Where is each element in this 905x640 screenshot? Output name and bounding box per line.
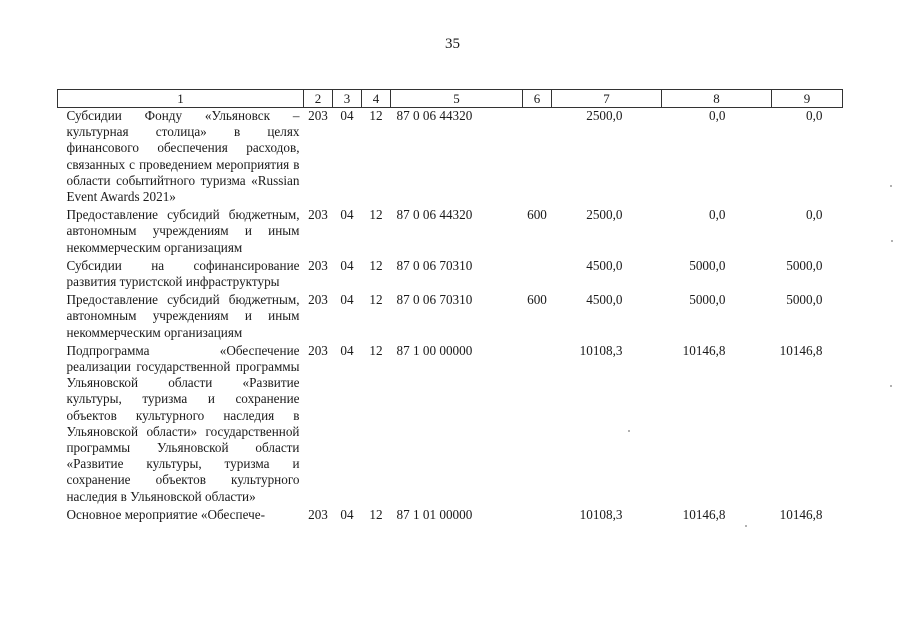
row-amount-col7: 4500,0: [586, 257, 623, 273]
row-code-subsection: 12: [369, 108, 383, 123]
row-amount-col7: 10108,3: [579, 342, 623, 358]
row-amount-col7: 4500,0: [586, 292, 623, 308]
row-code-subsection: 12: [369, 257, 383, 273]
row-code-ministry: 203: [308, 506, 328, 522]
scan-speck: [891, 240, 893, 242]
header-col-8: 8: [662, 90, 772, 108]
row-name: Подпрограмма «Обеспечение реализации государственной программы Ульяновской области «Развитие культуры, туризма и сохранение объектов культурного наследия в Ульяновской области» государственной программы Ульяновской области «Развитие культуры, туризма и сохранение объектов культурного наследия в Ульяновской области»: [66, 342, 300, 504]
row-name: Субсидии Фонду «Ульяновск – культурная столица» в целях финансового обеспечения расходов, связанных с проведением мероприятия в области событийтного туризма «Russian Event Awards 2021»: [66, 108, 300, 205]
row-amount-col7: 2500,0: [586, 207, 623, 223]
row-code-section: 04: [340, 207, 354, 223]
row-amount-col9: 5000,0: [786, 257, 823, 273]
row-name: Основное мероприятие «Обеспече-: [66, 506, 265, 522]
row-code-ministry: 203: [308, 108, 328, 123]
row-code-subsection: 12: [369, 207, 383, 223]
row-expense-type: 600: [527, 207, 547, 223]
row-amount-col8: 0,0: [709, 207, 726, 223]
row-amount-col8: 5000,0: [689, 292, 726, 308]
header-col-7: 7: [552, 90, 662, 108]
row-code-ministry: 203: [308, 257, 328, 273]
row-amount-col8: 10146,8: [682, 506, 726, 522]
header-col-5: 5: [391, 90, 523, 108]
row-amount-col7: 10108,3: [579, 506, 623, 522]
row-code-subsection: 12: [369, 506, 383, 522]
row-amount-col9: 10146,8: [779, 506, 823, 522]
row-code-section: 04: [340, 506, 354, 522]
header-col-9: 9: [772, 90, 843, 108]
row-name: Предоставление субсидий бюджетным, автономным учреждениям и иным некоммерческим организациям: [66, 292, 300, 340]
table-row: [58, 258, 843, 292]
table-row: [58, 507, 843, 525]
row-expense-type: [523, 258, 552, 292]
row-amount-col9: 10146,8: [779, 342, 823, 358]
row-amount-col9: 5000,0: [786, 292, 823, 308]
header-col-2: 2: [304, 90, 333, 108]
row-target-article: 87 1 01 00000: [396, 506, 473, 522]
header-col-3: 3: [333, 90, 362, 108]
row-expense-type: [523, 343, 552, 507]
row-code-ministry: 203: [308, 342, 328, 358]
row-amount-col8: 5000,0: [689, 257, 726, 273]
row-amount-col8: 10146,8: [682, 342, 726, 358]
row-expense-type: [523, 108, 552, 208]
scan-speck: [745, 525, 747, 527]
table-row: [58, 292, 843, 343]
row-code-section: 04: [340, 257, 354, 273]
table-header-row: [58, 90, 843, 108]
table-row: [58, 207, 843, 258]
row-code-section: 04: [340, 108, 354, 123]
row-amount-col7: 2500,0: [586, 108, 623, 123]
row-code-ministry: 203: [308, 207, 328, 223]
header-col-6: 6: [523, 90, 552, 108]
row-name: Субсидии на софинансирование развития туристской инфраструктуры: [66, 257, 300, 290]
table-row: [58, 343, 843, 507]
row-code-subsection: 12: [369, 292, 383, 308]
row-name: Предоставление субсидий бюджетным, автономным учреждениям и иным некоммерческим организациям: [66, 207, 300, 255]
row-code-ministry: 203: [308, 292, 328, 308]
row-amount-col9: 0,0: [806, 108, 823, 123]
scan-speck: [628, 430, 630, 432]
scan-speck: [890, 385, 892, 387]
row-target-article: 87 0 06 44320: [396, 207, 473, 223]
header-col-4: 4: [362, 90, 391, 108]
row-amount-col9: 0,0: [806, 207, 823, 223]
header-col-1: 1: [58, 90, 304, 108]
scan-speck: [890, 185, 892, 187]
table-row: [58, 108, 843, 208]
row-code-section: 04: [340, 292, 354, 308]
row-code-subsection: 12: [369, 342, 383, 358]
row-target-article: 87 0 06 70310: [396, 292, 473, 308]
row-amount-col8: 0,0: [709, 108, 726, 123]
row-target-article: 87 1 00 00000: [396, 342, 473, 358]
row-target-article: 87 0 06 70310: [396, 257, 473, 273]
page-number: 35: [445, 36, 460, 52]
row-code-section: 04: [340, 342, 354, 358]
row-expense-type: [523, 507, 552, 525]
row-expense-type: 600: [527, 292, 547, 308]
row-target-article: 87 0 06 44320: [396, 108, 473, 123]
budget-table: [57, 89, 843, 525]
